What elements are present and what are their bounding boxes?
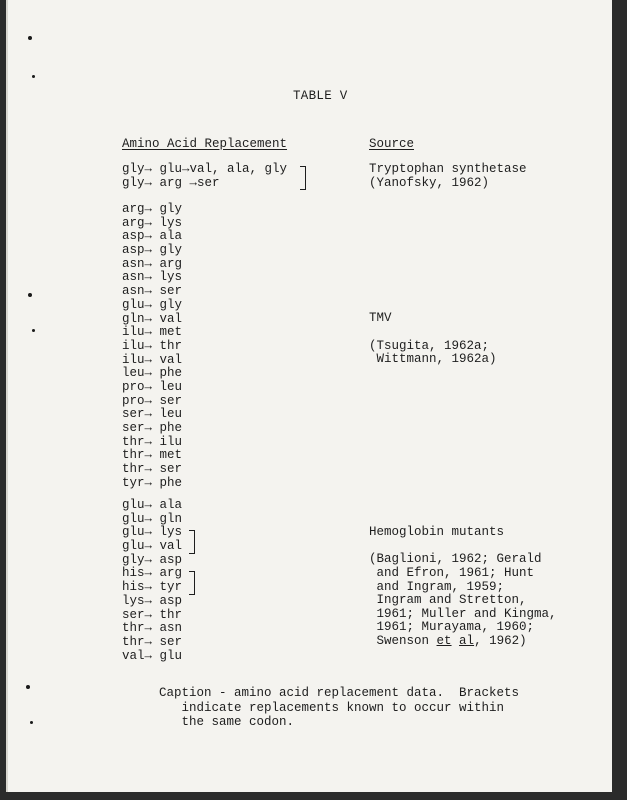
source-hemoglobin-ref: and Ingram, 1959; <box>369 580 505 594</box>
replacement-row: thr→ asn <box>122 621 183 636</box>
replacement-row: gly→ arg →ser <box>122 175 220 190</box>
codon-bracket <box>189 571 195 595</box>
replacement-group-tryptophan <box>122 163 287 190</box>
replacement-row: pro→ ser <box>122 393 183 408</box>
replacement-row: asn→ ser <box>122 284 183 299</box>
replacement-row: lys→ asp <box>122 593 183 608</box>
table-title: TABLE V <box>293 89 348 103</box>
replacement-row: val→ glu <box>122 648 183 663</box>
replacement-row: asn→ arg <box>122 256 183 271</box>
replacement-row: ser→ phe <box>122 421 183 435</box>
ref-text: , 1962) <box>474 634 527 648</box>
replacement-row: asn→ lys <box>122 270 183 285</box>
page-edge <box>6 0 8 792</box>
replacement-row: thr→ met <box>122 448 183 463</box>
replacement-row: arg→ lys <box>122 215 183 230</box>
source-tmv-ref: Wittmann, 1962a) <box>369 352 497 366</box>
source-column-header: Source <box>369 137 415 151</box>
replacement-row: asp→ gly <box>122 243 183 258</box>
caption <box>159 686 519 730</box>
caption-line: Caption - amino acid replacement data. Brackets <box>159 686 520 700</box>
replacement-row: ilu→ met <box>122 325 183 340</box>
source-tmv-name: TMV <box>369 311 392 325</box>
replacement-row: glu→ lys <box>122 525 183 540</box>
replacement-row: his→ arg <box>122 566 183 581</box>
source-hemoglobin-name: Hemoglobin mutants <box>369 525 505 539</box>
source-tmv-ref: (Tsugita, 1962a; <box>369 339 490 353</box>
source-hemoglobin-ref-last <box>369 635 527 649</box>
replacement-row: ser→ leu <box>122 407 183 422</box>
margin-mark <box>28 293 32 297</box>
al-underlined: al <box>459 634 475 648</box>
replacement-row: asp→ ala <box>122 229 183 244</box>
margin-mark <box>32 75 35 78</box>
replacement-row: ser→ thr <box>122 607 183 622</box>
margin-mark <box>26 685 30 689</box>
replacement-row: tyr→ phe <box>122 475 183 490</box>
source-hemoglobin-ref: Ingram and Stretton, <box>369 593 527 607</box>
replacement-row: gly→ glu→val, ala, gly <box>122 162 288 176</box>
caption-line: the same codon. <box>159 715 295 729</box>
replacement-row: gly→ asp <box>122 552 183 567</box>
replacement-row: glu→ val <box>122 539 183 554</box>
replacement-group-hemoglobin <box>122 499 182 663</box>
source-hemoglobin-ref: 1961; Murayama, 1960; <box>369 620 535 634</box>
source-hemoglobin-ref: 1961; Muller and Kingma, <box>369 607 557 621</box>
replacement-row: thr→ ser <box>122 462 183 477</box>
source-tryptophan-ref: (Yanofsky, 1962) <box>369 176 490 190</box>
margin-mark <box>32 329 35 332</box>
replacement-row: thr→ ser <box>122 634 183 649</box>
replacement-row: ilu→ val <box>122 352 183 367</box>
replacement-row: pro→ leu <box>122 379 183 394</box>
replacement-group-tmv <box>122 203 182 490</box>
document-page <box>6 0 612 792</box>
source-hemoglobin-ref: (Baglioni, 1962; Gerald <box>369 552 542 566</box>
et-underlined: et <box>436 634 452 648</box>
replacement-row: glu→ gln <box>122 511 183 526</box>
codon-bracket <box>300 166 306 190</box>
margin-mark <box>30 721 33 724</box>
replacement-row: glu→ ala <box>122 498 183 512</box>
ref-text: Swenson <box>369 634 437 648</box>
replacement-row: glu→ gly <box>122 297 183 312</box>
codon-bracket <box>189 530 195 554</box>
source-tryptophan-name: Tryptophan synthetase <box>369 162 527 176</box>
replacement-row: thr→ ilu <box>122 434 183 449</box>
replacement-row: arg→ gly <box>122 202 183 216</box>
caption-line: indicate replacements known to occur within <box>159 700 505 715</box>
replacement-row: gln→ val <box>122 311 183 326</box>
source-hemoglobin-ref: and Efron, 1961; Hunt <box>369 566 535 580</box>
margin-mark <box>28 36 32 40</box>
replacement-column-header: Amino Acid Replacement <box>122 137 288 151</box>
replacement-row: ilu→ thr <box>122 338 183 353</box>
replacement-row: leu→ phe <box>122 366 183 381</box>
replacement-row: his→ tyr <box>122 580 183 595</box>
